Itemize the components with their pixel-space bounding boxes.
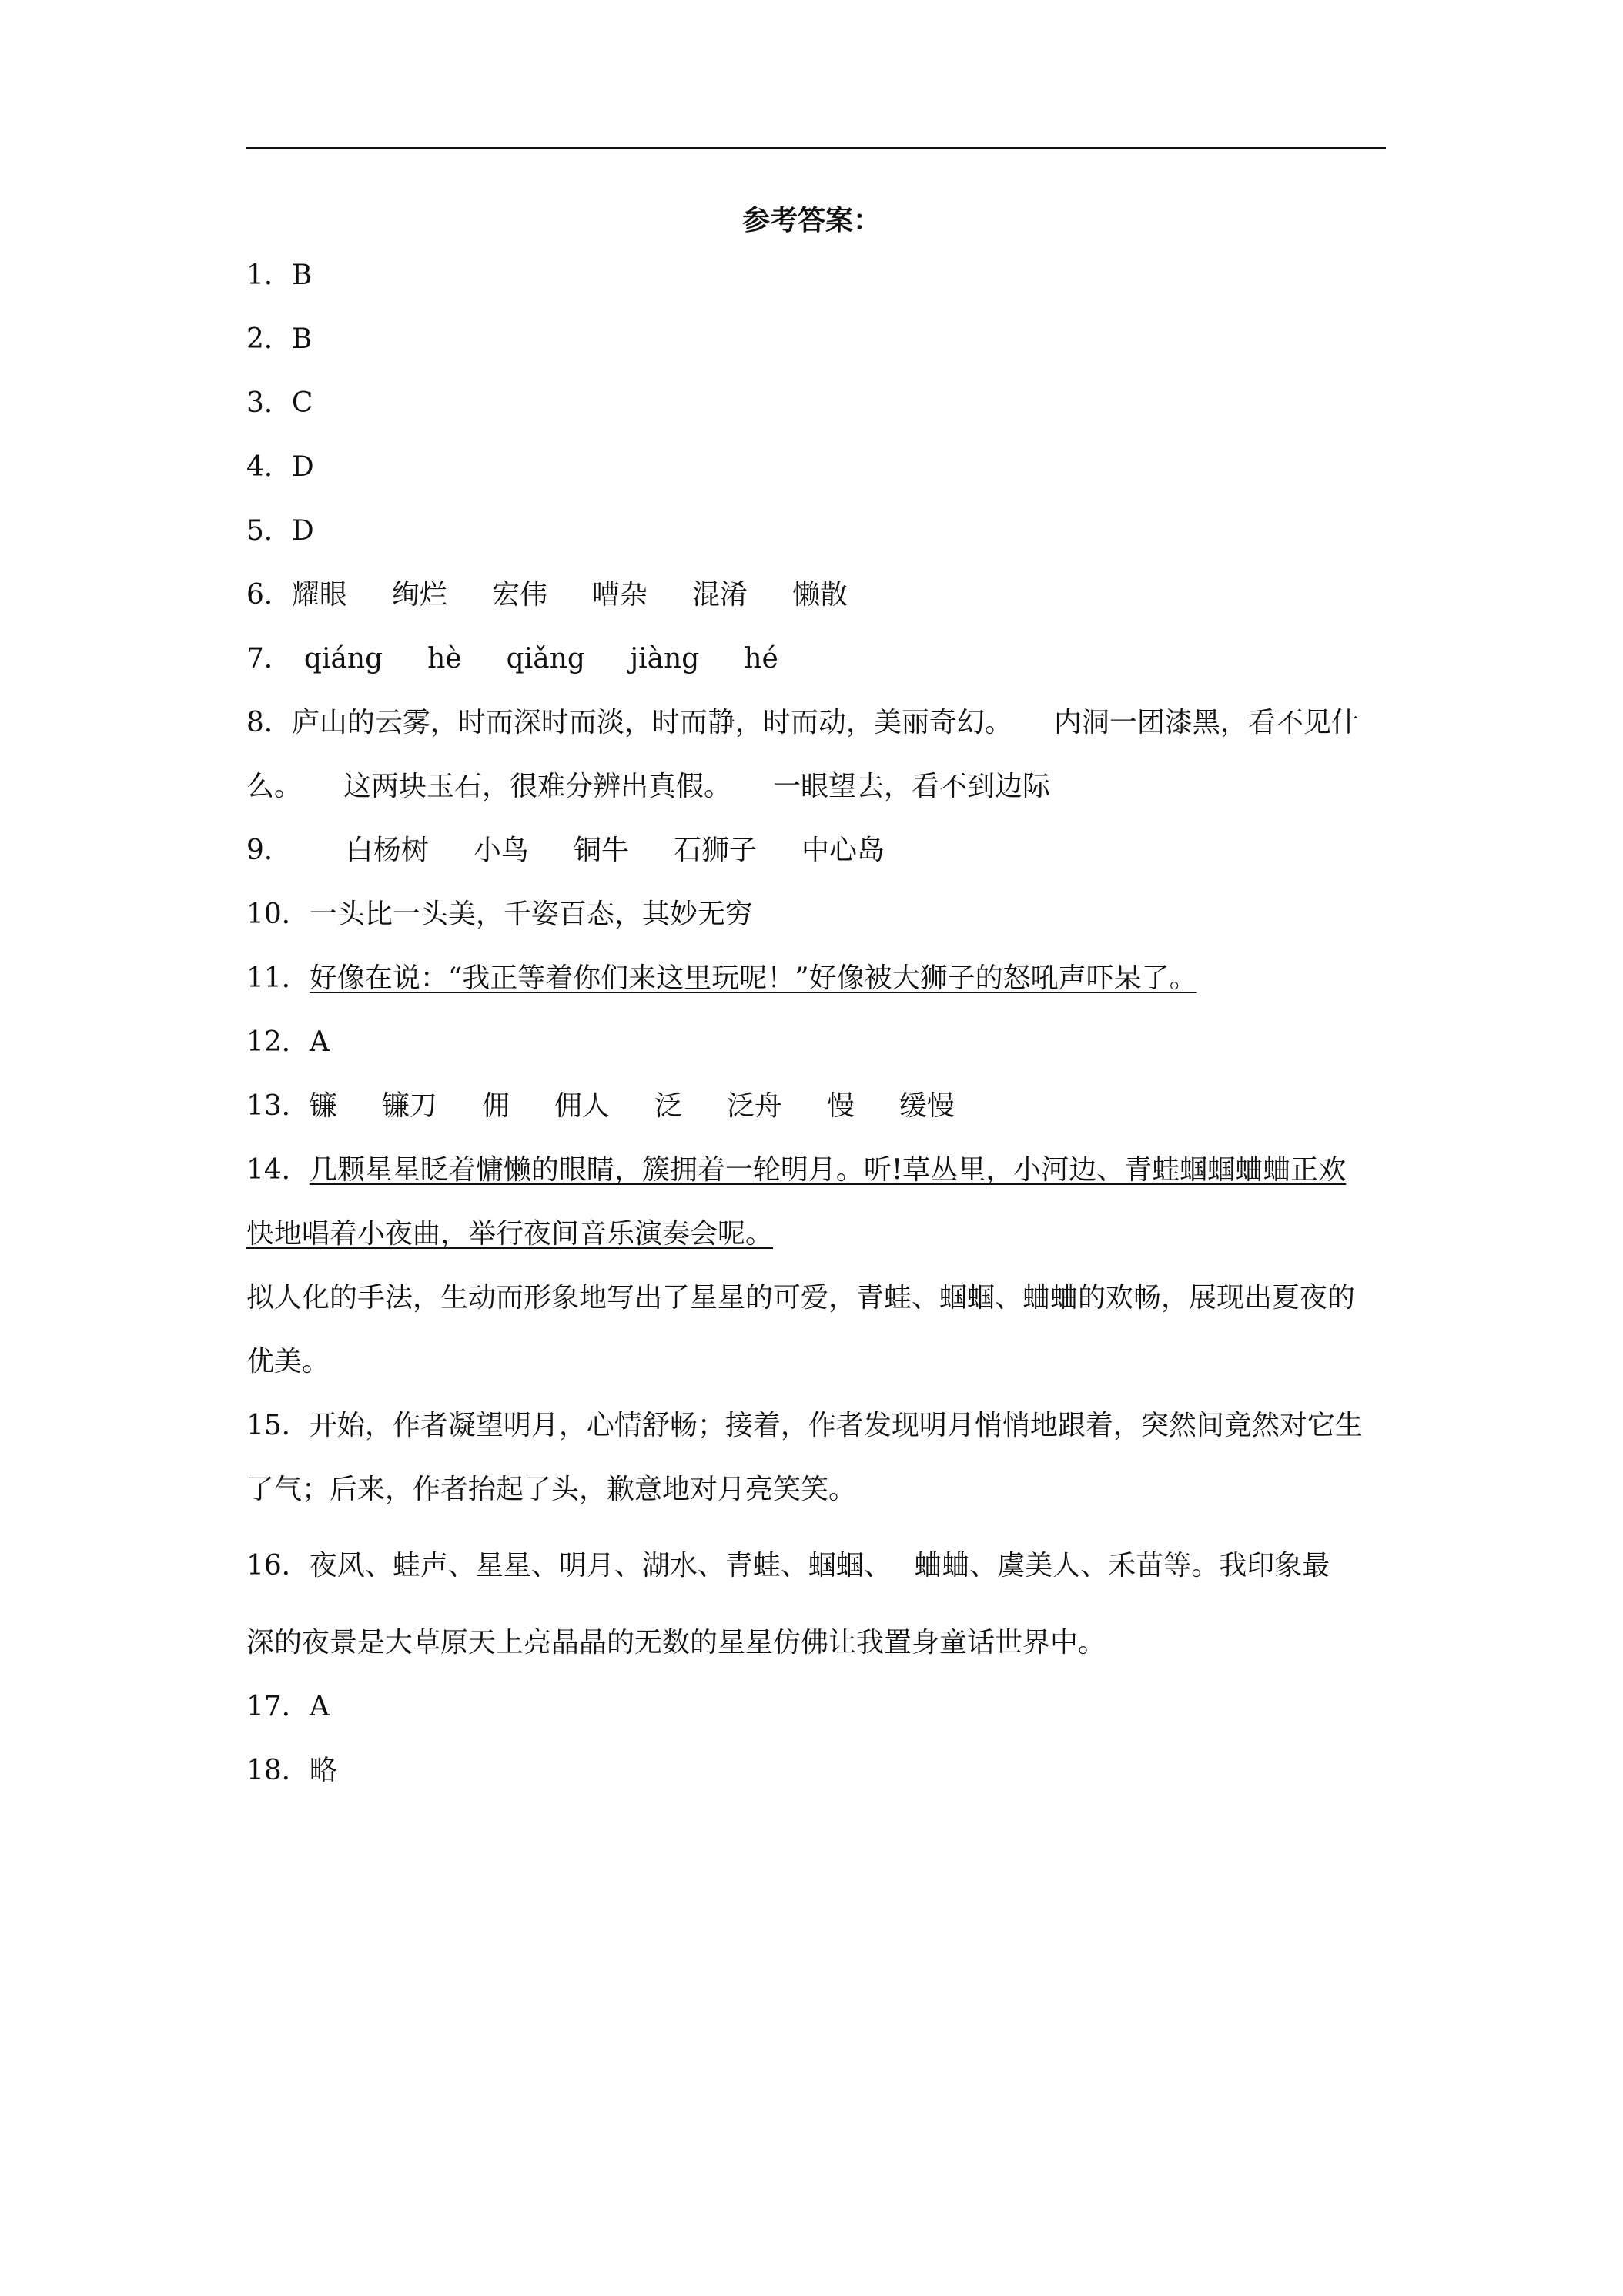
page-title: 参考答案： [741,204,881,236]
answer-pinyin: qiáng [303,643,383,674]
answer-word: 混淆 [691,579,748,611]
answer-word: 石狮子 [673,835,757,866]
answer-pinyin: qiǎng [506,643,585,674]
answer-word: 懒散 [791,579,848,611]
answer-word: 镰刀 [381,1090,437,1122]
answer-text: 夜风、蛙声、星星、明月、湖水、青蛙、蝈蝈、 蛐蛐、虞美人、禾苗等。我印象最 [309,1550,1330,1581]
answer-text: 开始，作者凝望明月，心情舒畅；接着，作者发现明月悄悄地跟着，突然间竟然对它生 [309,1410,1363,1441]
answer-number: 15． [246,1410,310,1441]
answer-word: 宏伟 [491,579,547,611]
answer-text-underlined: 好像在说：“我正等着你们来这里玩呢！”好像被大狮子的怒吼声吓呆了。 [309,962,1197,994]
answer-pinyin: hè [427,643,462,674]
answer-17 [246,1689,1386,1725]
answer-number: 18． [246,1755,310,1786]
answer-14-line1 [246,1152,1386,1189]
answer-number: 5． [246,515,292,547]
answer-number: 8． [246,707,292,738]
answer-number: 7． [246,643,292,674]
answer-text-underlined: 快地唱着小夜曲，举行夜间音乐演奏会呢。 [246,1218,774,1250]
answer-15-line2 [246,1471,1386,1508]
answer-number: 14． [246,1154,310,1186]
answer-5 [246,513,1386,550]
answer-word: 缓慢 [899,1090,955,1122]
answer-word: 泛舟 [726,1090,782,1122]
answer-text: 一头比一头美，千姿百态，其妙无穷 [309,899,753,930]
answer-number: 4． [246,451,292,483]
answer-text: A [309,1691,330,1722]
answer-12 [246,1024,1386,1061]
answer-number: 6． [246,579,292,611]
answer-text: 庐山的云雾，时而深时而淡，时而静，时而动，美丽奇幻。 内洞一团漆黑，看不见什 [291,707,1359,738]
answer-number: 12． [246,1026,310,1058]
answer-text: B [291,323,313,355]
answer-number: 9． [246,835,292,866]
answer-word: 小鸟 [473,835,529,866]
answer-word: 佣 [481,1090,510,1122]
answer-word: 耀眼 [291,579,347,611]
answer-2 [246,321,1386,358]
answer-10 [246,896,1386,933]
answer-1 [246,257,1386,294]
answer-16-line2 [246,1625,1386,1662]
answer-text: A [309,1026,330,1058]
answer-16-line1 [246,1548,1386,1585]
answer-text: 拟人化的手法，生动而形象地写出了星星的可爱，青蛙、蝈蝈、蛐蛐的欢畅，展现出夏夜的 [246,1282,1356,1314]
answer-text: 深的夜景是大草原天上亮晶晶的无数的星星仿佛让我置身童话世界中。 [246,1627,1106,1658]
answer-text: C [291,387,313,419]
answer-7 [246,641,1386,678]
answer-number: 16． [246,1550,310,1581]
answer-text: D [291,515,314,547]
answer-number: 13． [246,1090,310,1122]
answer-8-line1 [246,705,1386,741]
answer-4 [246,449,1386,486]
answer-15-line1 [246,1407,1386,1444]
answer-text-underlined: 几颗星星眨着慵懒的眼睛，簇拥着一轮明月。听!草丛里，小河边、青蛙蝈蝈蛐蛐正欢 [309,1154,1347,1186]
answer-number: 10． [246,899,310,930]
answer-text: B [291,259,313,291]
answer-3 [246,385,1386,422]
answer-number: 11． [246,962,310,994]
answer-number: 2． [246,323,292,355]
answer-14-line3 [246,1280,1386,1317]
answer-9 [246,832,1386,869]
answer-word: 白杨树 [345,835,429,866]
answer-8-line2 [246,768,1386,805]
answer-text: D [291,451,314,483]
answer-text: 优美。 [246,1346,330,1377]
answer-text: 略 [309,1755,337,1786]
answer-word: 嘈杂 [591,579,648,611]
answer-14-line4 [246,1344,1386,1381]
answer-word: 泛 [654,1090,682,1122]
answer-6 [246,577,1386,614]
answer-word: 铜牛 [573,835,629,866]
answer-word: 佣人 [554,1090,610,1122]
answer-13 [246,1088,1386,1125]
answer-number: 1． [246,259,292,291]
answer-number: 3． [246,387,292,419]
answer-text: 了气；后来，作者抬起了头，歉意地对月亮笑笑。 [246,1474,857,1505]
answer-word: 中心岛 [801,835,885,866]
answer-word: 镰 [309,1090,337,1122]
header-rule [246,147,1386,149]
answer-number: 17． [246,1691,310,1722]
answer-word: 慢 [826,1090,855,1122]
answer-pinyin: hé [744,643,778,674]
answer-14-line2 [246,1216,1386,1253]
answer-word: 绚烂 [391,579,447,611]
answer-11 [246,960,1386,997]
answer-pinyin: jiàng [629,643,700,674]
answer-18 [246,1752,1386,1789]
answer-text: 么。 这两块玉石，很难分辨出真假。 一眼望去，看不到边际 [246,771,1051,802]
